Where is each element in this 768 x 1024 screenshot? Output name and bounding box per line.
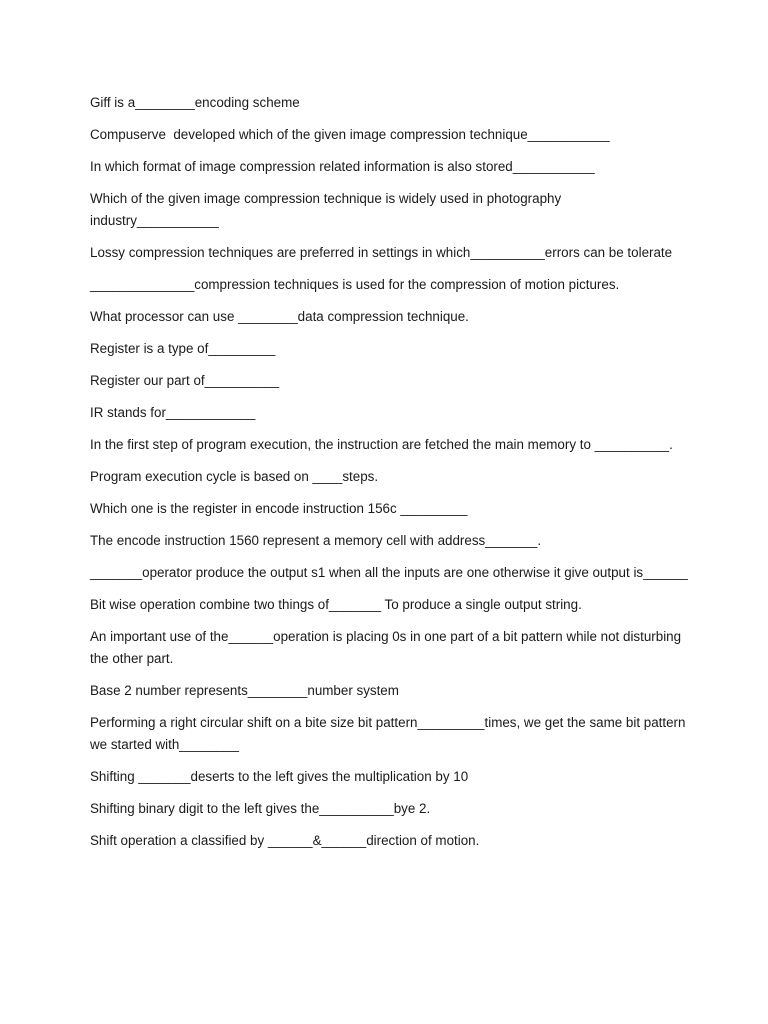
question-6: ______________compression techniques is used for the compression of motion pictures. bbox=[90, 277, 620, 292]
question-15: _______operator produce the output s1 when all the inputs are one otherwise it give output is______ bbox=[90, 565, 688, 580]
question-16: Bit wise operation combine two things of_______ To produce a single output string. bbox=[90, 597, 582, 612]
question-11: In the first step of program execution, the instruction are fetched the main memory to __________. bbox=[90, 437, 673, 452]
question-14: The encode instruction 1560 represent a memory cell with address_______. bbox=[90, 533, 542, 548]
question-13: Which one is the register in encode instruction 156c _________ bbox=[90, 501, 468, 516]
question-3: In which format of image compression related information is also stored___________ bbox=[90, 159, 595, 174]
document-page bbox=[90, 92, 690, 862]
question-20: Shifting _______deserts to the left gives the multiplication by 10 bbox=[90, 769, 469, 784]
question-9: Register our part of__________ bbox=[90, 373, 280, 388]
question-19: Performing a right circular shift on a bite size bit pattern_________times, we get the same bit pattern we started with________ bbox=[90, 715, 690, 752]
question-10: IR stands for____________ bbox=[90, 405, 256, 420]
question-7: What processor can use ________data compression technique. bbox=[90, 309, 469, 324]
question-18: Base 2 number represents________number system bbox=[90, 683, 399, 698]
question-22: Shift operation a classified by ______&______direction of motion. bbox=[90, 833, 480, 848]
question-1: Giff is a________encoding scheme bbox=[90, 95, 300, 110]
question-21: Shifting binary digit to the left gives the__________bye 2. bbox=[90, 801, 431, 816]
question-4: Which of the given image compression technique is widely used in photography industry___________ bbox=[90, 191, 565, 228]
question-17: An important use of the______operation is placing 0s in one part of a bit pattern while not disturbing the other part. bbox=[90, 629, 685, 666]
question-5: Lossy compression techniques are preferred in settings in which__________errors can be tolerate bbox=[90, 245, 673, 260]
question-12: Program execution cycle is based on ____steps. bbox=[90, 469, 379, 484]
question-2: Compuserve developed which of the given image compression technique___________ bbox=[90, 127, 610, 142]
question-8: Register is a type of_________ bbox=[90, 341, 276, 356]
